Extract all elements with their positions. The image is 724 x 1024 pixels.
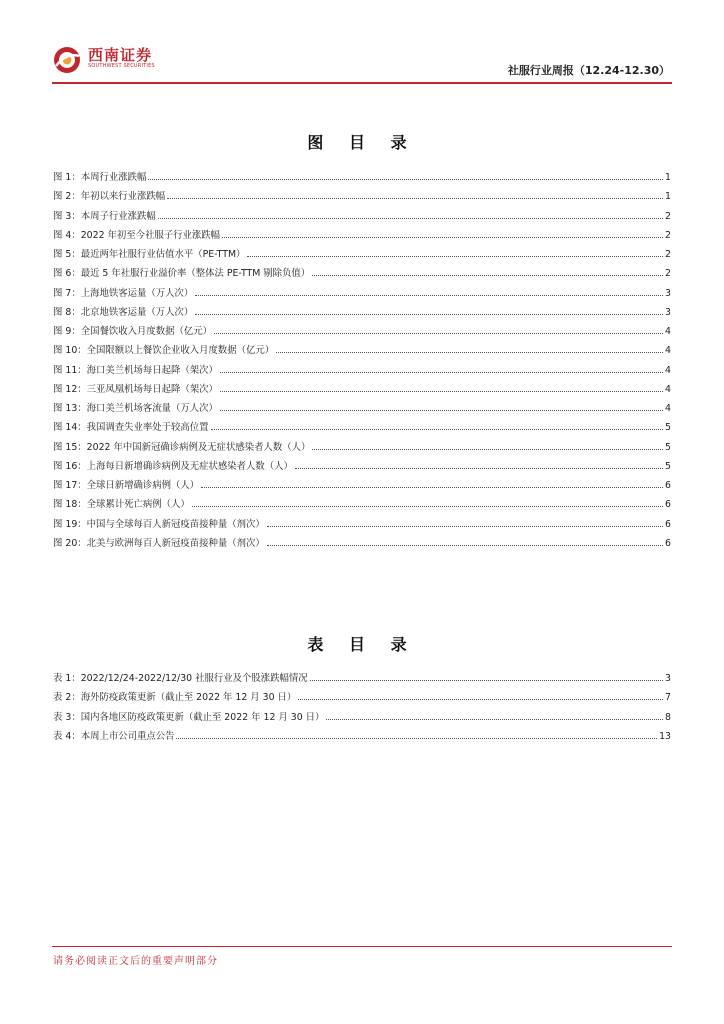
tables-toc-title: 表 目 录 bbox=[307, 635, 417, 654]
figure-toc-entry-label: 图 6：最近 5 年社服行业溢价率（整体法 PE-TTM 剔除负值） bbox=[53, 268, 311, 280]
page-header bbox=[52, 40, 672, 84]
figure-toc-entry-page-number: 2 bbox=[665, 268, 671, 280]
table-toc-entry-page-number: 8 bbox=[665, 711, 671, 723]
figure-toc-entry[interactable] bbox=[53, 516, 671, 535]
footer-disclaimer: 请务必阅读正文后的重要声明部分 bbox=[53, 956, 218, 967]
figure-toc-entry[interactable] bbox=[53, 285, 671, 304]
figure-toc-entry[interactable] bbox=[53, 304, 671, 323]
figure-toc-entry[interactable] bbox=[53, 188, 671, 207]
figure-toc-entry-label: 图 17：全球日新增确诊病例（人） bbox=[53, 480, 200, 491]
figure-toc-entry[interactable] bbox=[53, 477, 671, 496]
figure-toc-entry[interactable] bbox=[53, 381, 671, 400]
figure-toc-entry[interactable] bbox=[53, 169, 671, 188]
figure-toc-entry[interactable] bbox=[53, 362, 671, 381]
dot-leader bbox=[222, 237, 663, 238]
dot-leader bbox=[176, 738, 657, 739]
dot-leader bbox=[167, 198, 663, 199]
figure-toc-entry-page-number: 2 bbox=[665, 229, 671, 241]
figure-toc-entry-page-number: 3 bbox=[665, 287, 671, 299]
figure-toc-entry-label: 图 3：本周子行业涨跌幅 bbox=[53, 210, 156, 222]
figure-toc-entry-page-number: 3 bbox=[665, 306, 671, 318]
figure-toc-entry-label: 图 12：三亚凤凰机场每日起降（架次） bbox=[53, 383, 218, 395]
dot-leader bbox=[220, 391, 663, 392]
dot-leader bbox=[211, 429, 663, 430]
figure-toc-entry-page-number: 6 bbox=[665, 518, 671, 530]
dot-leader bbox=[298, 699, 663, 700]
dot-leader bbox=[267, 526, 663, 527]
table-toc-entry-label: 表 2：海外防疫政策更新（截止至 2022 年 12 月 30 日） bbox=[53, 692, 297, 704]
figure-toc-entry-page-number: 6 bbox=[665, 480, 671, 491]
figure-toc-entry-page-number: 2 bbox=[665, 210, 671, 222]
dot-leader bbox=[214, 333, 663, 334]
dot-leader bbox=[295, 468, 663, 469]
dot-leader bbox=[158, 218, 663, 219]
figure-toc-entry[interactable] bbox=[53, 227, 671, 246]
figures-toc-list bbox=[53, 169, 671, 554]
figure-toc-entry-label: 图 9：全国餐饮收入月度数据（亿元） bbox=[53, 326, 212, 337]
figure-toc-entry-label: 图 8：北京地铁客运量（万人次） bbox=[53, 306, 194, 318]
figure-toc-entry-label: 图 7：上海地铁客运量（万人次） bbox=[53, 287, 194, 299]
figure-toc-entry-label: 图 10：全国限额以上餐饮企业收入月度数据（亿元） bbox=[53, 345, 275, 357]
dot-leader bbox=[220, 410, 663, 411]
table-toc-entry-label: 表 4：本周上市公司重点公告 bbox=[53, 730, 175, 742]
figure-toc-entry-page-number: 4 bbox=[665, 345, 671, 357]
figure-toc-entry-label: 图 13：海口美兰机场客流量（万人次） bbox=[53, 403, 218, 414]
figure-toc-entry-page-number: 4 bbox=[665, 364, 671, 376]
table-toc-entry[interactable] bbox=[53, 728, 671, 747]
figure-toc-entry-page-number: 4 bbox=[665, 403, 671, 414]
dot-leader bbox=[247, 256, 663, 257]
tables-toc-list bbox=[53, 670, 671, 747]
figure-toc-entry-page-number: 5 bbox=[665, 460, 671, 472]
figure-toc-entry-page-number: 4 bbox=[665, 326, 671, 337]
dot-leader bbox=[195, 295, 663, 296]
dot-leader bbox=[201, 487, 663, 488]
figure-toc-entry[interactable] bbox=[53, 439, 671, 458]
dot-leader bbox=[267, 545, 663, 546]
figure-toc-entry[interactable] bbox=[53, 419, 671, 438]
figure-toc-entry[interactable] bbox=[53, 400, 671, 419]
dot-leader bbox=[326, 719, 663, 720]
figure-toc-entry[interactable] bbox=[53, 342, 671, 361]
table-toc-entry-page-number: 3 bbox=[665, 673, 671, 684]
figure-toc-entry-page-number: 2 bbox=[665, 249, 671, 260]
figure-toc-entry[interactable] bbox=[53, 535, 671, 554]
figure-toc-entry-label: 图 2：年初以来行业涨跌幅 bbox=[53, 191, 166, 203]
table-toc-entry-page-number: 13 bbox=[659, 730, 671, 742]
figure-toc-entry-label: 图 15：2022 年中国新冠确诊病例及无症状感染者人数（人） bbox=[53, 441, 311, 453]
table-toc-entry-page-number: 7 bbox=[665, 692, 671, 704]
figure-toc-entry-label: 图 19：中国与全球每百人新冠疫苗接种量（剂次） bbox=[53, 518, 265, 530]
figure-toc-entry-label: 图 11：海口美兰机场每日起降（架次） bbox=[53, 364, 218, 376]
dot-leader bbox=[192, 506, 663, 507]
table-toc-entry[interactable] bbox=[53, 689, 671, 708]
dot-leader bbox=[148, 179, 663, 180]
figure-toc-entry[interactable] bbox=[53, 496, 671, 515]
dot-leader bbox=[312, 449, 663, 450]
figure-toc-entry-page-number: 6 bbox=[665, 499, 671, 511]
figure-toc-entry[interactable] bbox=[53, 323, 671, 342]
footer-divider bbox=[52, 946, 672, 947]
dot-leader bbox=[220, 372, 663, 373]
table-toc-entry[interactable] bbox=[53, 670, 671, 689]
dot-leader bbox=[276, 352, 663, 353]
figure-toc-entry[interactable] bbox=[53, 208, 671, 227]
figure-toc-entry-page-number: 1 bbox=[665, 172, 671, 183]
figure-toc-entry-label: 图 14：我国调查失业率处于较高位置 bbox=[53, 422, 209, 434]
company-name: 西南证券 bbox=[88, 46, 153, 64]
figure-toc-entry[interactable] bbox=[53, 265, 671, 284]
dot-leader bbox=[310, 680, 663, 681]
report-title: 社服行业周报（12.24-12.30） bbox=[507, 64, 670, 77]
table-toc-entry-label: 表 1：2022/12/24-2022/12/30 社服行业及个股涨跌幅情况 bbox=[53, 673, 308, 684]
dot-leader bbox=[195, 314, 663, 315]
company-name-english: SOUTHWEST SECURITIES bbox=[88, 63, 155, 69]
figure-toc-entry-label: 图 4：2022 年初至今社服子行业涨跌幅 bbox=[53, 229, 221, 241]
figure-toc-entry-page-number: 5 bbox=[665, 441, 671, 453]
figure-toc-entry-label: 图 1：本周行业涨跌幅 bbox=[53, 172, 147, 183]
figure-toc-entry[interactable] bbox=[53, 246, 671, 265]
table-toc-entry[interactable] bbox=[53, 709, 671, 728]
figure-toc-entry-label: 图 16：上海每日新增确诊病例及无症状感染者人数（人） bbox=[53, 460, 293, 472]
figure-toc-entry-page-number: 4 bbox=[665, 383, 671, 395]
figure-toc-entry-page-number: 1 bbox=[665, 191, 671, 203]
figures-toc-title: 图 目 录 bbox=[307, 133, 417, 152]
figure-toc-entry-label: 图 20：北美与欧洲每百人新冠疫苗接种量（剂次） bbox=[53, 537, 265, 549]
figure-toc-entry[interactable] bbox=[53, 458, 671, 477]
figure-toc-entry-label: 图 5：最近两年社服行业估值水平（PE-TTM） bbox=[53, 249, 246, 260]
figure-toc-entry-page-number: 6 bbox=[665, 537, 671, 549]
dot-leader bbox=[312, 275, 663, 276]
table-toc-entry-label: 表 3：国内各地区防疫政策更新（截止至 2022 年 12 月 30 日） bbox=[53, 711, 325, 723]
figure-toc-entry-page-number: 5 bbox=[665, 422, 671, 434]
figure-toc-entry-label: 图 18：全球累计死亡病例（人） bbox=[53, 499, 190, 511]
